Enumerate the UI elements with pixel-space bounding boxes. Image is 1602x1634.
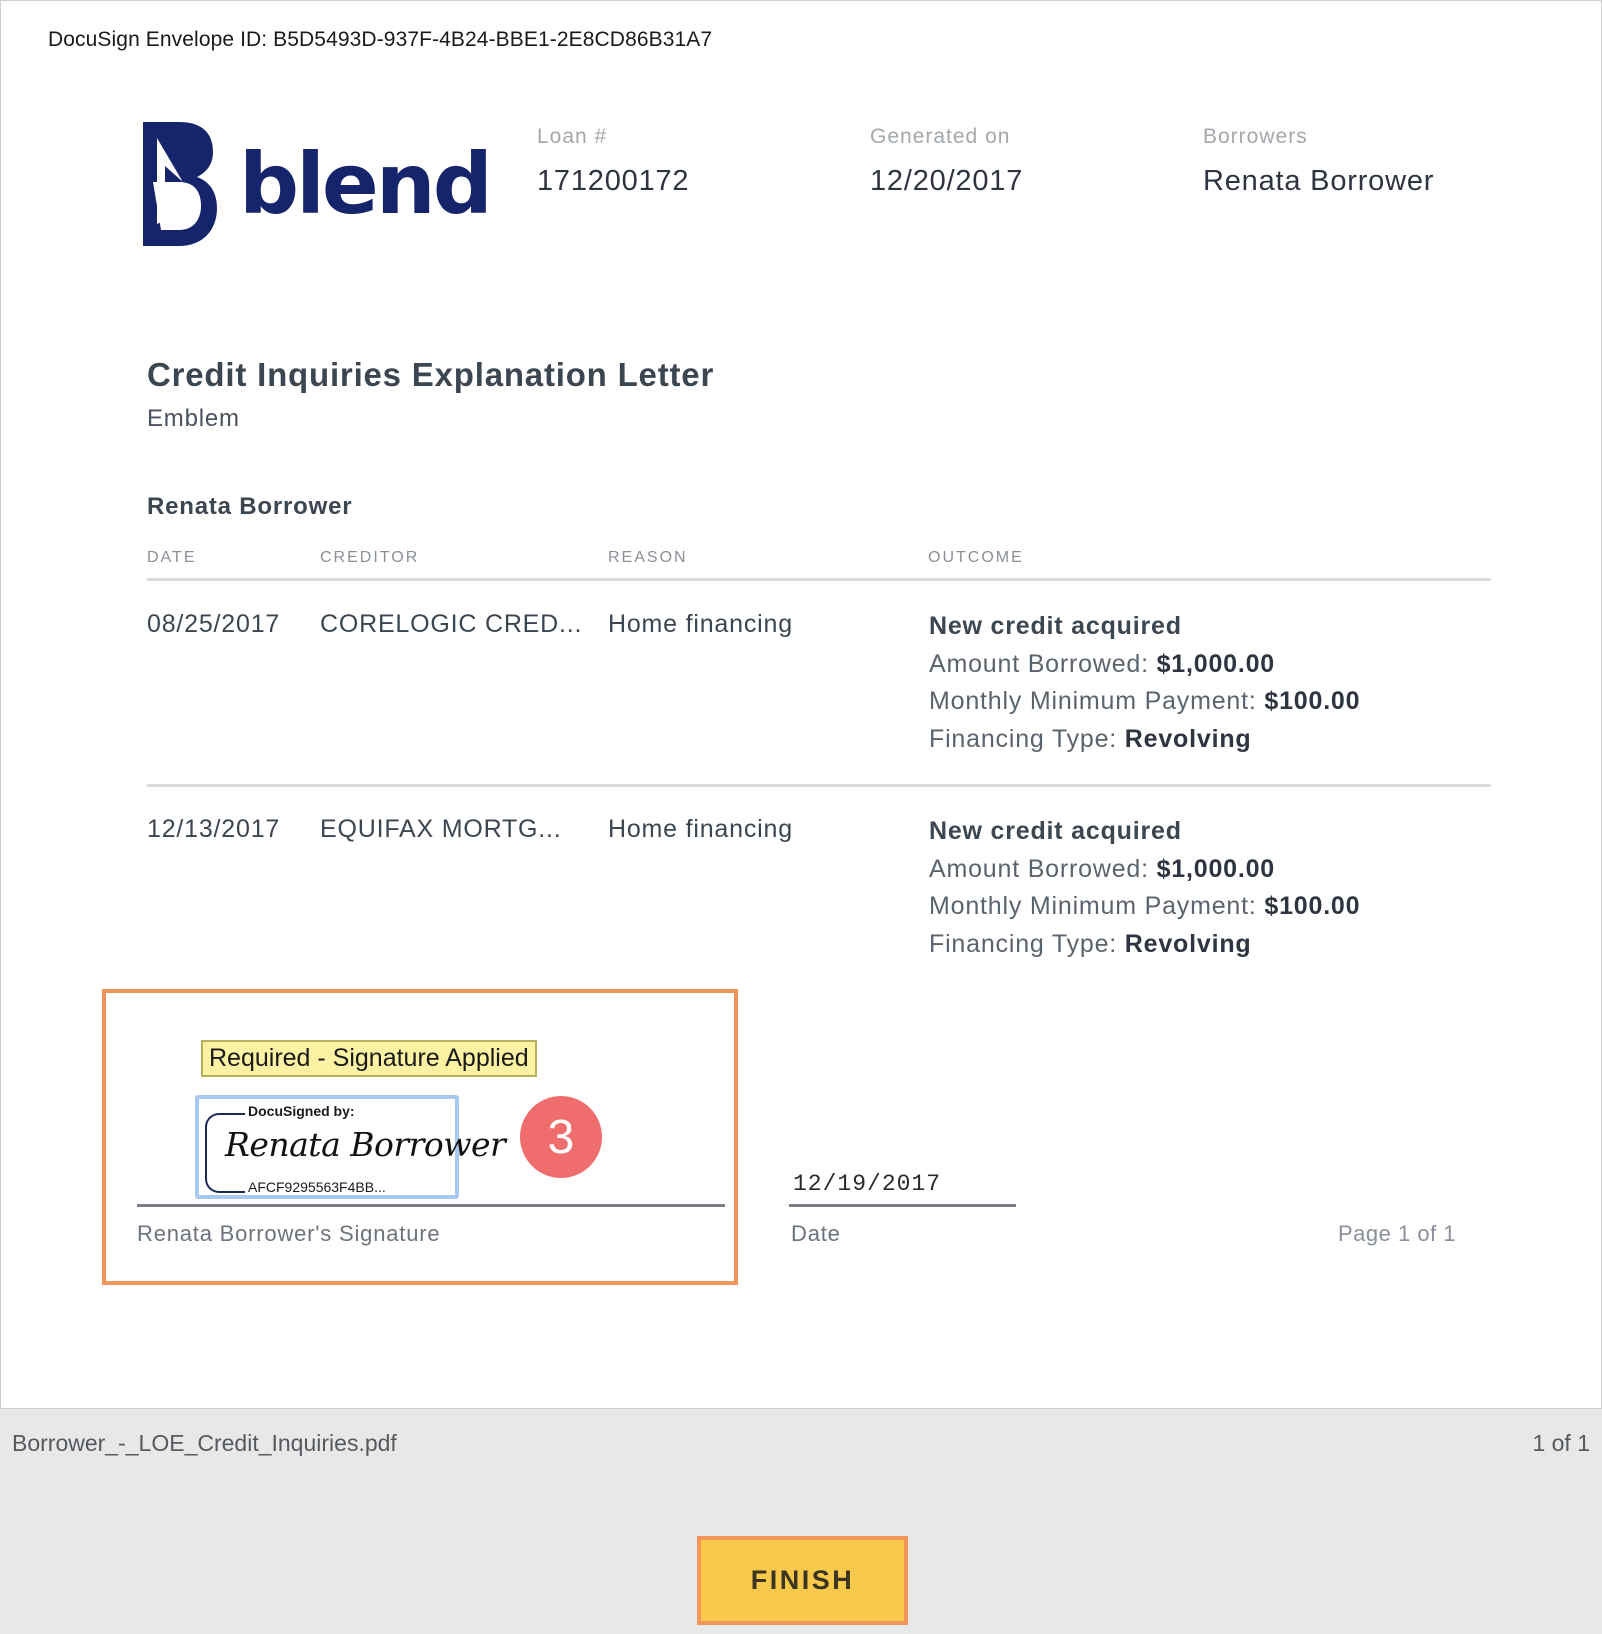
page-number: Page 1 of 1 bbox=[1338, 1221, 1457, 1246]
date-line bbox=[789, 1204, 1016, 1207]
blend-logo bbox=[139, 119, 490, 249]
row-1-reason: Home financing bbox=[608, 610, 793, 638]
row-2-outcome bbox=[929, 813, 1360, 963]
row-1-amount-borrowed: Amount Borrowed: $1,000.00 bbox=[929, 649, 1276, 678]
file-page-count: 1 of 1 bbox=[1532, 1430, 1590, 1456]
row-1-date: 08/25/2017 bbox=[147, 610, 281, 638]
row-1-financing-type: Financing Type: Revolving bbox=[929, 724, 1252, 753]
date-field-value: 12/19/2017 bbox=[793, 1171, 942, 1197]
generated-on-label: Generated on bbox=[870, 125, 1011, 148]
viewer-footer bbox=[0, 1408, 1602, 1634]
row-divider bbox=[147, 784, 1491, 787]
borrowers-label: Borrowers bbox=[1203, 125, 1308, 148]
row-2-outcome-head: New credit acquired bbox=[929, 817, 1182, 845]
borrowers-block bbox=[1203, 125, 1434, 198]
generated-on-value: 12/20/2017 bbox=[870, 165, 1024, 197]
row-2-reason: Home financing bbox=[608, 815, 793, 843]
date-label: Date bbox=[791, 1221, 841, 1246]
loan-number-block bbox=[537, 125, 689, 198]
signature-label: Renata Borrower's Signature bbox=[137, 1221, 441, 1246]
finish-button[interactable]: FINISH bbox=[697, 1536, 908, 1625]
row-2-amount-borrowed: Amount Borrowed: $1,000.00 bbox=[929, 854, 1276, 883]
file-name: Borrower_-_LOE_Credit_Inquiries.pdf bbox=[12, 1430, 397, 1456]
column-header-outcome: OUTCOME bbox=[928, 549, 1024, 566]
column-header-date: DATE bbox=[147, 549, 197, 566]
row-1-creditor: CORELOGIC CRED... bbox=[320, 610, 583, 638]
borrower-name: Renata Borrower bbox=[147, 493, 353, 520]
signature-field[interactable] bbox=[195, 1095, 506, 1199]
table-header-divider bbox=[147, 578, 1491, 581]
row-2-financing-type: Financing Type: Revolving bbox=[929, 929, 1252, 958]
row-2-date: 12/13/2017 bbox=[147, 815, 281, 843]
row-2-monthly-payment: Monthly Minimum Payment: $100.00 bbox=[929, 892, 1361, 920]
envelope-id: DocuSign Envelope ID: B5D5493D-937F-4B24-BBE1-2E8CD86B31A7 bbox=[48, 28, 713, 51]
letter-subtitle: Emblem bbox=[147, 405, 240, 432]
row-2-creditor: EQUIFAX MORTG... bbox=[320, 815, 562, 843]
row-1-outcome-head: New credit acquired bbox=[929, 612, 1182, 640]
blend-wordmark: blend bbox=[239, 135, 490, 233]
signature-script: Renata Borrower bbox=[225, 1125, 506, 1164]
column-header-reason: REASON bbox=[608, 549, 688, 566]
generated-on-block bbox=[870, 125, 1023, 198]
signature-hash: AFCF9295563F4BB... bbox=[245, 1179, 389, 1195]
signature-line bbox=[137, 1204, 725, 1207]
step-badge: 3 bbox=[520, 1096, 602, 1178]
letter-title: Credit Inquiries Explanation Letter bbox=[147, 356, 715, 393]
row-1-outcome bbox=[929, 608, 1360, 758]
borrowers-value: Renata Borrower bbox=[1203, 165, 1435, 197]
docusigned-by-label: DocuSigned by: bbox=[245, 1103, 358, 1119]
loan-number-value: 171200172 bbox=[537, 165, 690, 197]
row-1-monthly-payment: Monthly Minimum Payment: $100.00 bbox=[929, 687, 1361, 715]
loan-number-label: Loan # bbox=[537, 125, 608, 148]
blend-b-logo-icon bbox=[139, 120, 217, 248]
required-signature-tag: Required - Signature Applied bbox=[201, 1040, 537, 1077]
column-header-creditor: CREDITOR bbox=[320, 549, 420, 566]
